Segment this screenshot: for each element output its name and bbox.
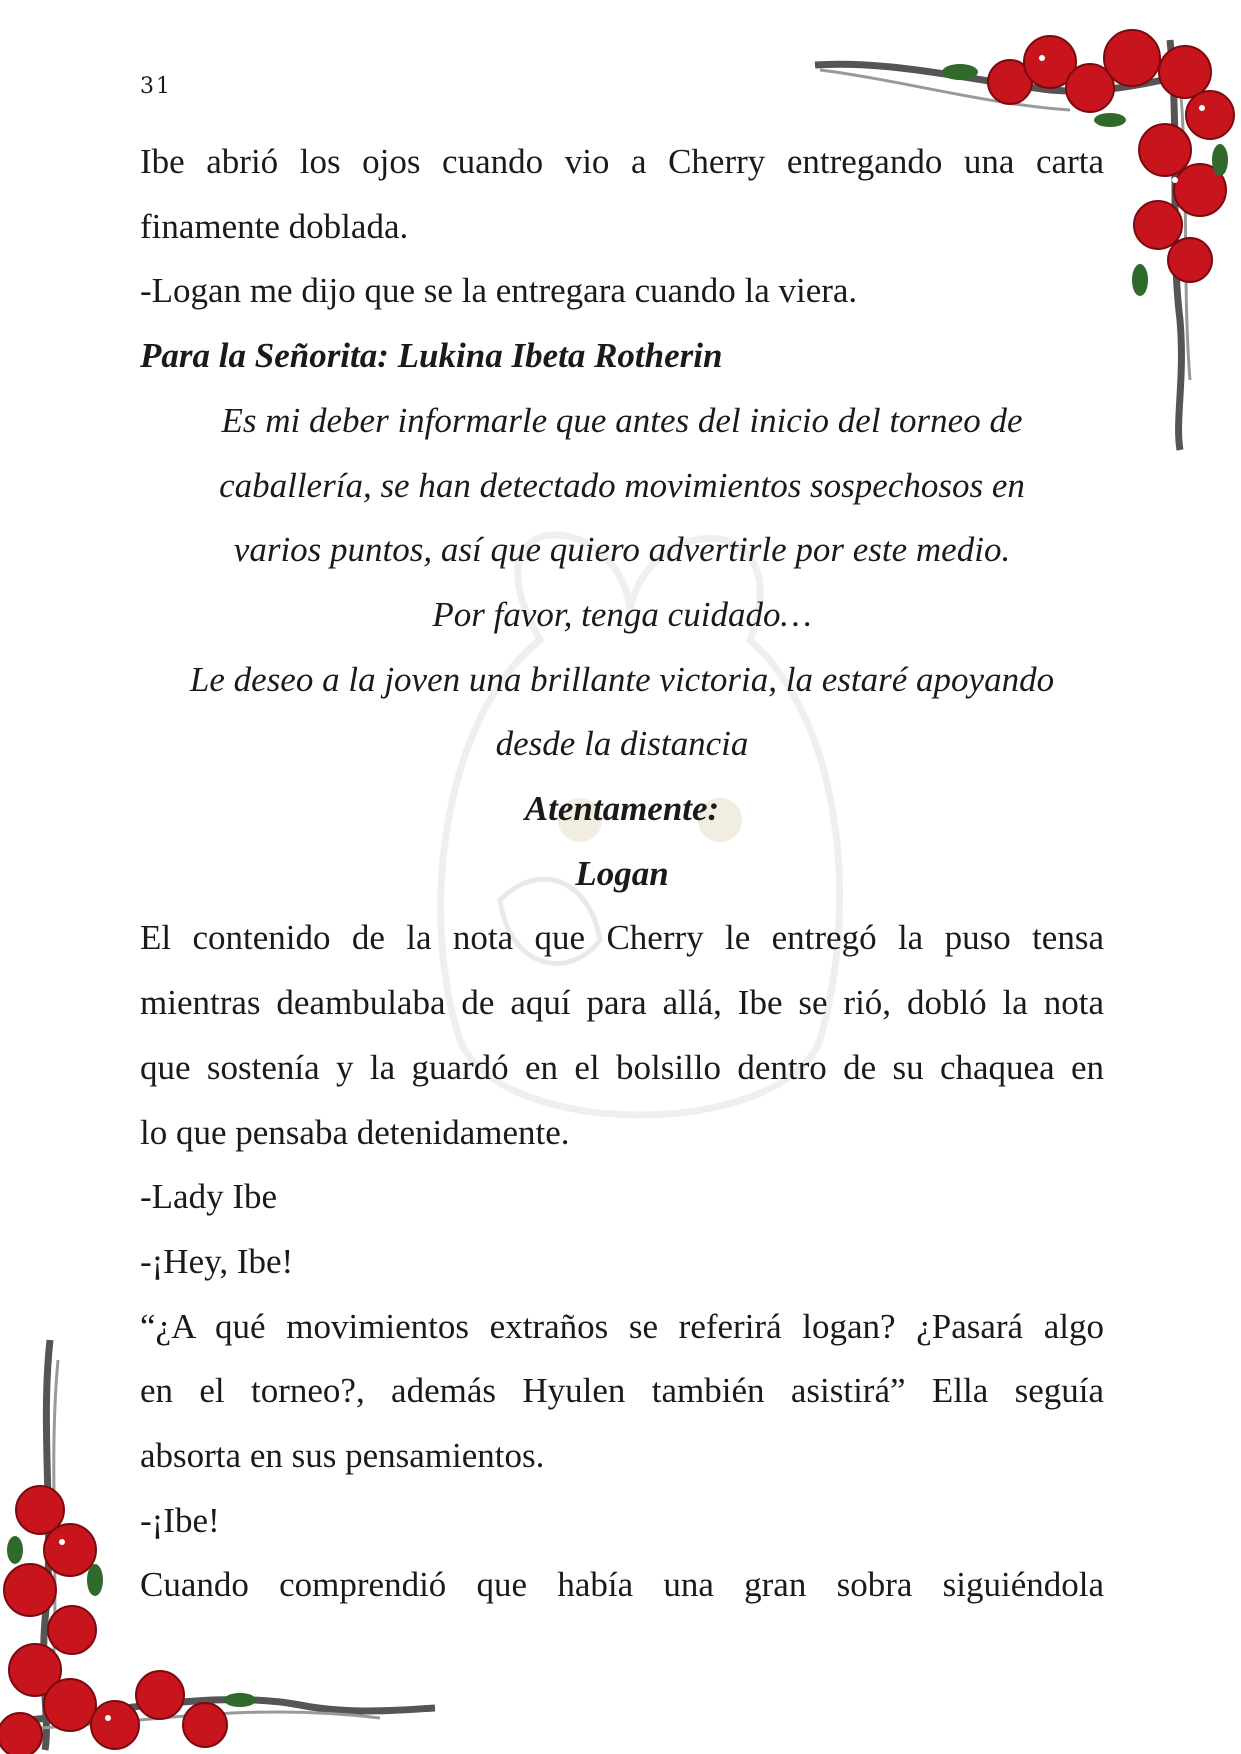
letter-heading: Para la Señorita: Lukina Ibeta Rotherin — [140, 336, 723, 376]
paragraph-line: finamente doblada. — [140, 206, 409, 246]
letter-line: Por favor, tenga cuidado… — [432, 594, 812, 634]
letter-signature: Logan — [575, 853, 669, 893]
dialogue-line: -Lady Ibe — [140, 1177, 278, 1217]
letter-line: Le deseo a la joven una brillante victoria, la estaré apoyando — [189, 659, 1055, 699]
letter-line: varios puntos, así que quiero advertirle por este medio. — [233, 530, 1011, 570]
body-text — [140, 130, 1104, 1618]
paragraph-line: “¿A qué movimientos extraños se referirá logan? ¿Pasará algo — [140, 1306, 1104, 1346]
paragraph-line: Cuando comprendió que había una gran sobra siguiéndola — [140, 1565, 1104, 1605]
paragraph-line: El contenido de la nota que Cherry le entregó la puso tensa — [140, 918, 1104, 958]
dialogue-line: -Logan me dijo que se la entregara cuando la viera. — [140, 271, 858, 311]
letter-line: Es mi deber informarle que antes del inicio del torneo de — [221, 400, 1023, 440]
paragraph-line: en el torneo?, además Hyulen también asistirá” Ella seguía — [140, 1371, 1104, 1411]
dialogue-line: -¡Ibe! — [140, 1500, 220, 1540]
paragraph-line: Ibe abrió los ojos cuando vio a Cherry entregando una carta — [140, 142, 1104, 181]
page-number: 31 — [140, 74, 172, 99]
paragraph-line: lo que pensaba detenidamente. — [140, 1112, 570, 1152]
letter-line: desde la distancia — [495, 724, 749, 764]
letter-closing: Atentamente: — [524, 789, 720, 829]
paragraph-line: absorta en sus pensamientos. — [140, 1436, 545, 1476]
paragraph-line: mientras deambulaba de aquí para allá, Ibe se rió, dobló la nota — [140, 983, 1104, 1023]
paragraph-line: que sostenía y la guardó en el bolsillo dentro de su chaquea en — [140, 1047, 1104, 1087]
dialogue-line: -¡Hey, Ibe! — [140, 1241, 294, 1281]
letter-line: caballería, se han detectado movimientos sospechosos en — [219, 465, 1025, 505]
